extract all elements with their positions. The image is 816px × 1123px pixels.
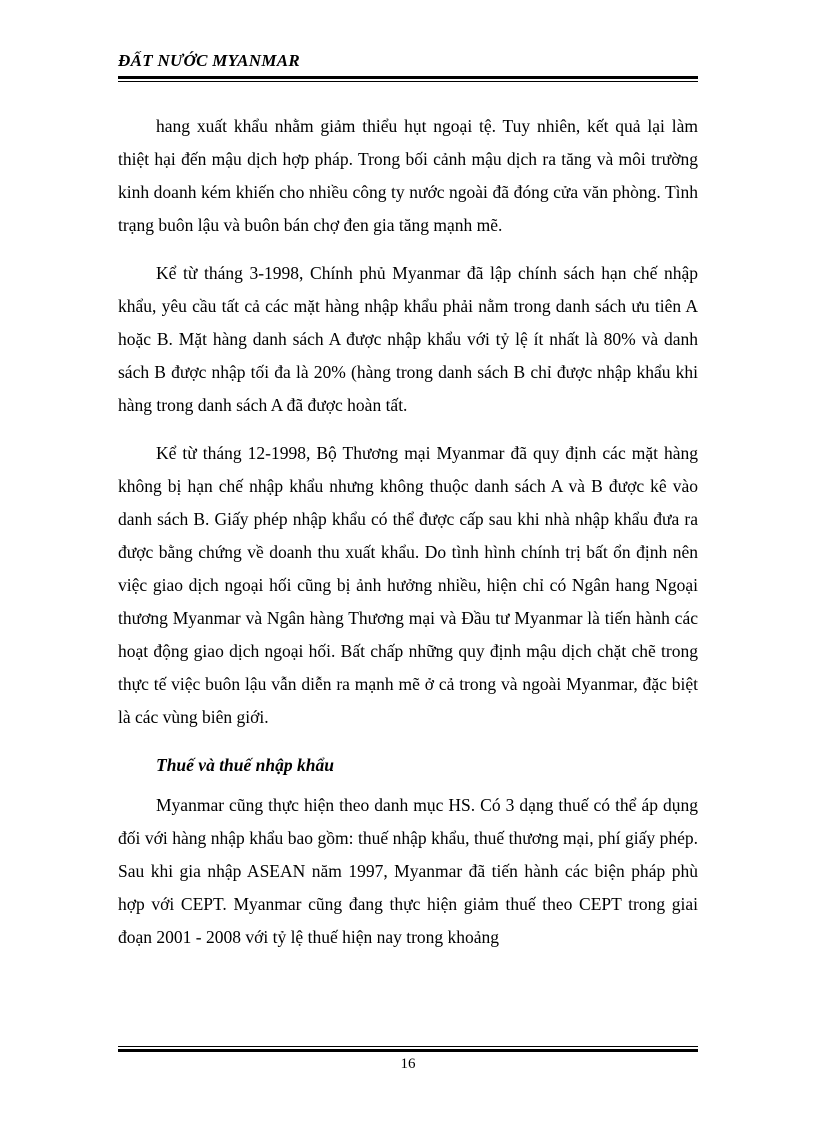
paragraph-3: Kể từ tháng 12-1998, Bộ Thương mại Myanmar đã quy định các mặt hàng không bị hạn chế nhập khẩu nhưng không thuộc danh sách A và B được kê vào danh sách B. Giấy phép nhập khẩu có thể được cấp sau khi nhà nhập khẩu đưa ra được bằng chứng về doanh thu xuất khẩu. Do tình hình chính trị bất ổn định nên việc giao dịch ngoại hối cũng bị ảnh hưởng nhiều, hiện chỉ có Ngân hang Ngoại thương Myanmar và Ngân hàng Thương mại và Đầu tư Myanmar là tiến hành các hoạt động giao dịch ngoại hối. Bất chấp những quy định mậu dịch chặt chẽ trong thực tế việc buôn lậu vẫn diễn ra mạnh mẽ ở cả trong và ngoài Myanmar, đặc biệt là các vùng biên giới. bbox=[118, 443, 698, 727]
document-body bbox=[118, 110, 698, 969]
paragraph-2: Kể từ tháng 3-1998, Chính phủ Myanmar đã lập chính sách hạn chế nhập khẩu, yêu cầu tất cả các mặt hàng nhập khẩu phải nằm trong danh sách ưu tiên A hoặc B. Mặt hàng danh sách A được nhập khẩu với tỷ lệ ít nhất là 80% và danh sách B được nhập tối đa là 20% (hàng trong danh sách B chỉ được nhập khẩu khi hàng trong danh sách A đã được hoàn tất. bbox=[118, 263, 698, 415]
section-heading: Thuế và thuế nhập khẩu bbox=[156, 755, 334, 775]
page-footer bbox=[118, 1046, 698, 1074]
header-title: ĐẤT NƯỚC MYANMAR bbox=[118, 51, 301, 70]
section-paragraph: Myanmar cũng thực hiện theo danh mục HS. Có 3 dạng thuế có thể áp dụng đối với hàng nhập khẩu bao gồm: thuế nhập khẩu, thuế thương mại, phí giấy phép. Sau khi gia nhập ASEAN năm 1997, Myanmar đã tiến hành các biện pháp phù hợp với CEPT. Myanmar cũng đang thực hiện giảm thuế theo CEPT trong giai đoạn 2001 - 2008 với tỷ lệ thuế hiện nay trong khoảng bbox=[118, 795, 698, 947]
header-rule bbox=[118, 76, 698, 82]
paragraph-1: hang xuất khẩu nhằm giảm thiểu hụt ngoại tệ. Tuy nhiên, kết quả lại làm thiệt hại đến mậu dịch hợp pháp. Trong bối cảnh mậu dịch ra tăng và môi trường kinh doanh kém khiến cho nhiều công ty nước ngoài đã đóng cửa văn phòng. Tình trạng buôn lậu và buôn bán chợ đen gia tăng mạnh mẽ. bbox=[118, 116, 698, 235]
page-header bbox=[118, 50, 698, 82]
page-number: 16 bbox=[400, 1056, 416, 1072]
footer-rule bbox=[118, 1046, 698, 1052]
